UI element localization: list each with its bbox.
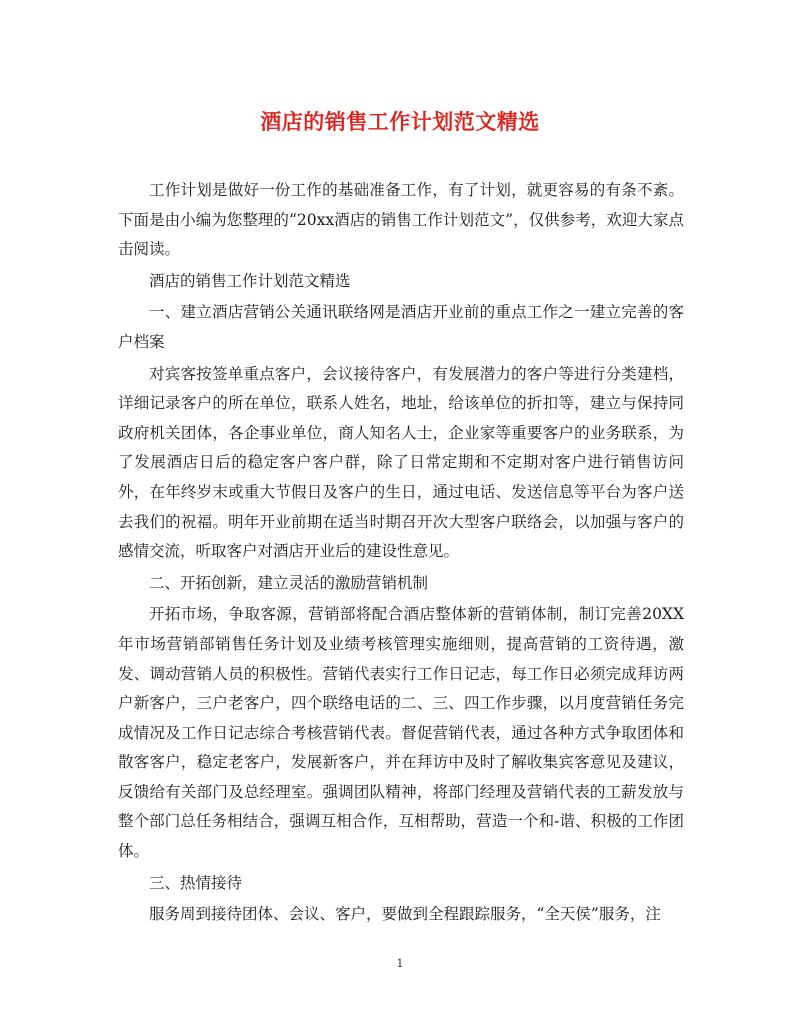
paragraph-section-1-heading: 一、建立酒店营销公关通讯联络网是酒店开业前的重点工作之一建立完善的客户档案 [118,303,684,351]
document-title: 酒店的销售工作计划范文精选 [260,109,540,134]
paragraph-section-3-heading: 三、热情接待 [149,873,243,892]
page-number: 1 [396,957,404,970]
paragraph-section-1-body: 对宾客按签单重点客户，会议接待客户，有发展潜力的客户等进行分类建档，详细记录客户的所在单位，联系人姓名，地址，给该单位的折扣等，建立与保持同政府机关团体，各企事业单位，商人知名人士，企业家等重要客户的业务联系，为了发展酒店日后的稳定客户客户群，除了日常定期和不定期对客户进行销售访问外，在年终岁末或重大节假日及客户的生日，通过电话、发送信息等平台为客户送去我们的祝福。明年开业前期在适当时期召开次大型客户联络会，以加强与客户的感情交流，听取客户对酒店开业后的建设性意见。 [118,364,684,561]
paragraph-intro: 工作计划是做好一份工作的基础准备工作，有了计划，就更容易的有条不紊。下面是由小编为您整理的“20xx酒店的销售工作计划范文”，仅供参考，欢迎大家点击阅读。 [118,181,684,259]
document-body [118,176,684,932]
paragraph-section-2-body: 开拓市场，争取客源，营销部将配合酒店整体新的营销体制，制订完善20XX年市场营销部销售任务计划及业绩考核管理实施细则，提高营销的工资待遇，激发、调动营销人员的积极性。营销代表实行工作日记志，每工作日必须完成拜访两户新客户，三户老客户，四个联络电话的二、三、四工作步骤，以月度营销任务完成情况及工作日记志综合考核营销代表。督促营销代表，通过各种方式争取团体和散客客户，稳定老客户，发展新客户，并在拜访中及时了解收集宾客意见及建议，反馈给有关部门及总经理室。强调团队精神，将部门经理及营销代表的工薪发放与整个部门总任务相结合，强调互相合作，互相帮助，营造一个和-谐、积极的工作团体。 [118,605,684,861]
paragraph-subtitle: 酒店的销售工作计划范文精选 [149,271,351,290]
paragraph-section-2-heading: 二、开拓创新，建立灵活的激励营销机制 [149,573,429,592]
paragraph-section-3-body: 服务周到接待团体、会议、客户，要做到全程跟踪服务，“全天侯”服务，注 [149,905,661,924]
